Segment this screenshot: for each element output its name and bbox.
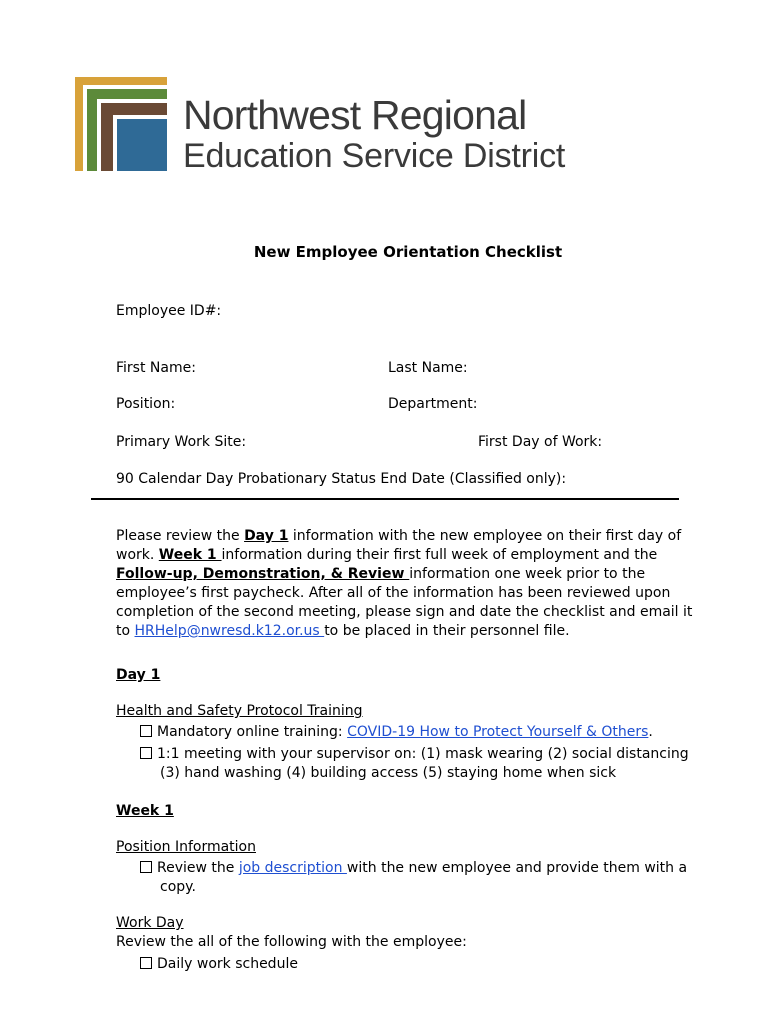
online-training-period: . — [648, 724, 653, 740]
job-description-rest: with the new employee and provide them with a — [346, 860, 688, 876]
first-day-of-work-label: First Day of Work: — [478, 434, 603, 450]
checkbox-supervisor-meeting[interactable] — [140, 747, 152, 759]
daily-schedule-text: Daily work schedule — [157, 956, 298, 972]
health-safety-subheading: Health and Safety Protocol Training — [116, 703, 363, 719]
work-day-subheading: Work Day — [116, 915, 184, 931]
job-description-link[interactable]: job description — [238, 860, 347, 876]
section-divider — [91, 498, 679, 500]
checklist-item-online-training — [140, 723, 653, 742]
checkbox-online-training[interactable] — [140, 725, 152, 737]
org-name-line1: Northwest Regional — [183, 92, 527, 138]
last-name-label: Last Name: — [388, 360, 468, 376]
week1-heading: Week 1 — [116, 803, 174, 819]
day1-heading: Day 1 — [116, 667, 161, 683]
logo-blue-block — [117, 119, 167, 171]
checklist-item-job-description — [140, 859, 687, 897]
department-label: Department: — [388, 396, 478, 412]
intro-text-1: Please review the — [116, 528, 245, 544]
intro-text-3: information during their first full week of employment and the — [221, 547, 658, 563]
org-name-line2: Education Service District — [183, 137, 566, 175]
checklist-item-supervisor-meeting — [140, 745, 689, 783]
supervisor-meeting-line2: (3) hand washing (4) building access (5) staying home when sick — [160, 765, 617, 781]
probationary-date-label: 90 Calendar Day Probationary Status End Date (Classified only): — [116, 471, 567, 487]
work-day-intro: Review the all of the following with the employee: — [116, 934, 467, 950]
intro-followup: Follow-up, Demonstration, & Review — [116, 566, 410, 582]
checklist-item-daily-schedule — [140, 955, 298, 974]
primary-work-site-label: Primary Work Site: — [116, 434, 247, 450]
intro-text-5: to be placed in their personnel file. — [324, 623, 570, 639]
position-label: Position: — [116, 396, 176, 412]
first-name-label: First Name: — [116, 360, 196, 376]
job-description-text: Review the — [157, 860, 239, 876]
supervisor-meeting-line1: 1:1 meeting with your supervisor on: (1) mask wearing (2) social distancing — [157, 746, 689, 762]
checkbox-daily-schedule[interactable] — [140, 957, 152, 969]
job-description-line2: copy. — [160, 879, 196, 895]
intro-week1: Week 1 — [158, 547, 222, 563]
position-information-subheading: Position Information — [116, 839, 256, 855]
employee-id-label: Employee ID#: — [116, 303, 222, 319]
intro-day1: Day 1 — [244, 528, 289, 544]
online-training-text: Mandatory online training: — [157, 724, 348, 740]
checkbox-job-description[interactable] — [140, 861, 152, 873]
covid19-link[interactable]: COVID-19 How to Protect Yourself & Others — [347, 724, 649, 740]
document-title: New Employee Orientation Checklist — [253, 243, 563, 261]
hr-email-link[interactable]: HRHelp@nwresd.k12.or.us — [134, 623, 325, 639]
intro-text-4: information one week prior to the employee’s first paycheck. After all of the information has been reviewed upon completion of the second meeting, please sign and date the checklist and email it to — [116, 566, 693, 639]
intro-text-2: information with the new employee on their first day of work. — [116, 528, 682, 563]
org-logo — [75, 77, 167, 171]
intro-paragraph — [116, 527, 706, 641]
